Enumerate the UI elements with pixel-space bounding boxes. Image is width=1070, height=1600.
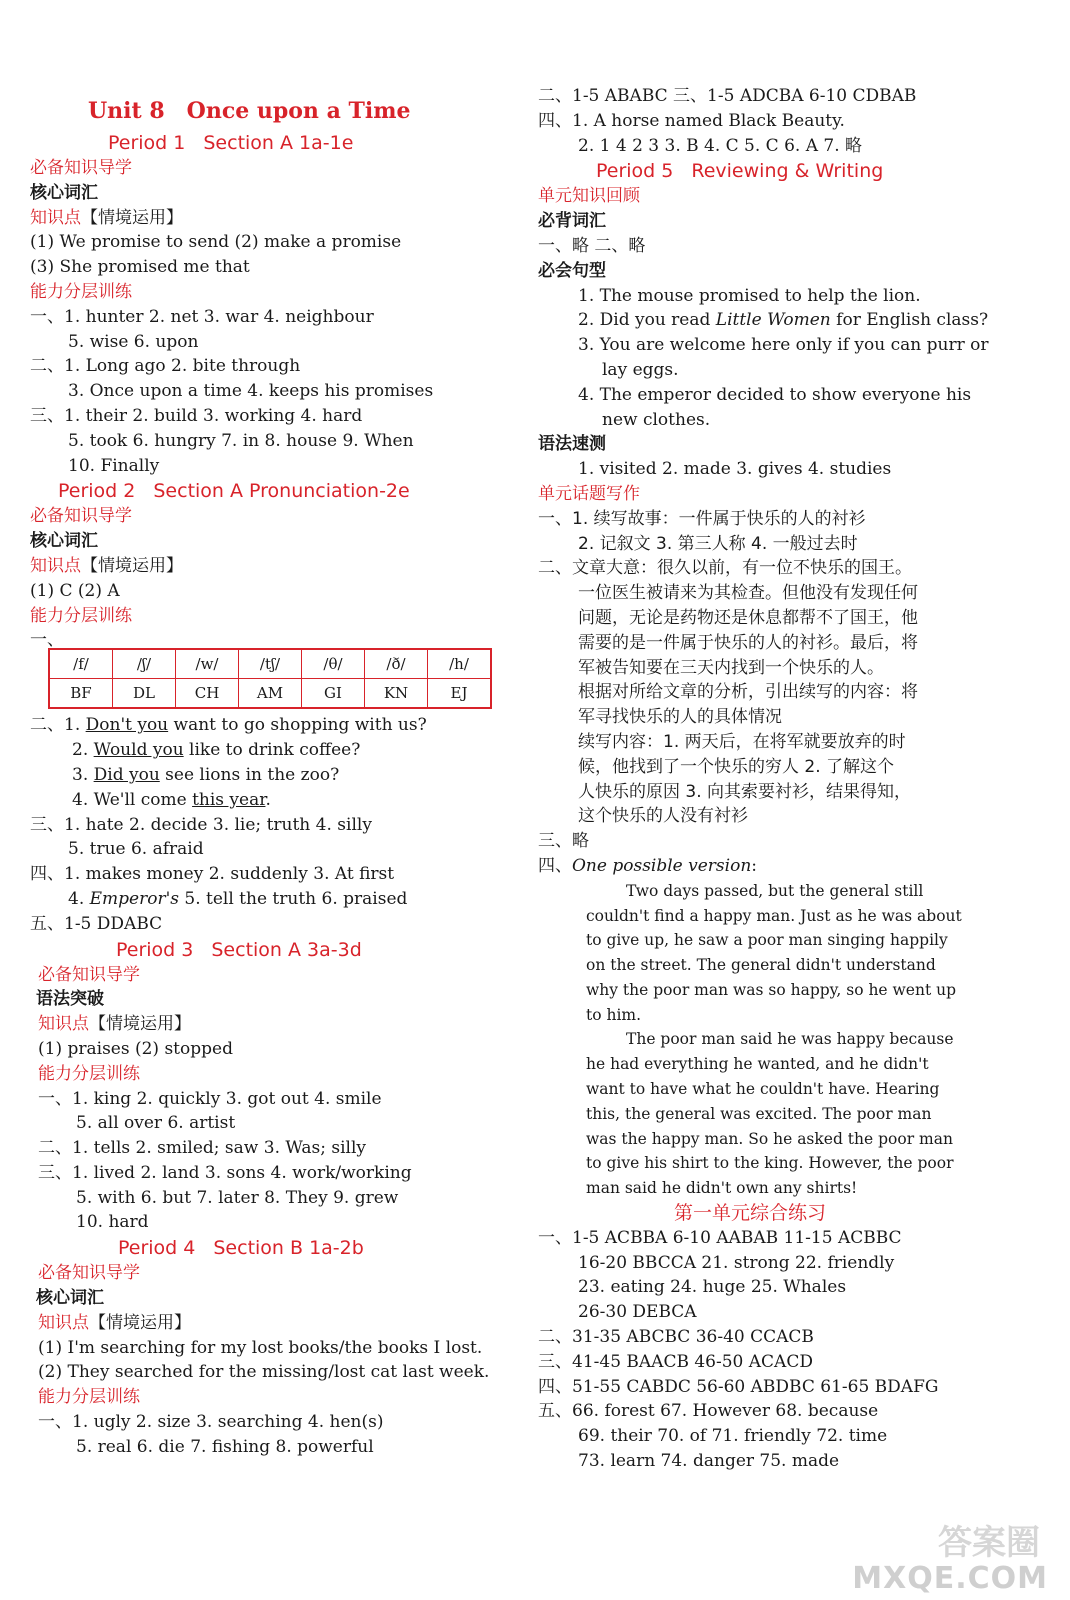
answer-line: 69. their 70. of 71. friendly 72. time xyxy=(578,1426,888,1447)
answer-line: 3. Did you see lions in the zoo? xyxy=(72,764,340,785)
answer-line: (1) C (2) A xyxy=(30,580,120,601)
answer-line: 二、1. tells 2. smiled; saw 3. Was; silly xyxy=(38,1138,366,1159)
answer-line: (3) She promised me that xyxy=(30,257,250,278)
answer-line: 五、66. forest 67. However 68. because xyxy=(538,1401,879,1422)
essay-line: man said he didn't own any shirts! xyxy=(586,1179,858,1198)
section-label: 必备知识导学 xyxy=(38,964,140,985)
answer-line: 5. with 6. but 7. later 8. They 9. grew xyxy=(76,1187,399,1208)
phonetic-symbol: /ð/ xyxy=(365,649,428,679)
section-label: 能力分层训练 xyxy=(30,281,132,302)
answer-line: 三、1. lived 2. land 3. sons 4. work/working xyxy=(38,1162,412,1183)
period-2-title: Period 2 Section A Pronunciation-2e xyxy=(58,480,410,503)
review-title: 第一单元综合练习 xyxy=(674,1202,827,1225)
answer-line: 5. real 6. die 7. fishing 8. powerful xyxy=(76,1436,374,1457)
phonetic-answer: DL xyxy=(113,679,176,709)
answer-line: 2. 记叙文 3. 第三人称 4. 一般过去时 xyxy=(578,533,858,554)
subsection-label: 语法突破 xyxy=(36,989,104,1010)
subsection-label: 核心词汇 xyxy=(36,1288,104,1309)
period-1-title: Period 1 Section A 1a-1e xyxy=(108,132,354,154)
essay-paragraph-2 xyxy=(538,1027,1026,1201)
phonetic-answer: CH xyxy=(176,679,239,709)
answer-line: (1) We promise to send (2) make a promise xyxy=(30,232,402,253)
essay-line: The poor man said he was happy because xyxy=(626,1030,954,1049)
essay-line: to give up, he saw a poor man singing happily xyxy=(586,931,948,950)
answer-line: 2. Did you read Little Women for English class? xyxy=(578,310,989,331)
section-label: 必备知识导学 xyxy=(30,506,132,527)
unit-title: Unit 8 Once upon a Time xyxy=(88,98,411,124)
essay-line: he had everything he wanted, and he didn't xyxy=(586,1055,929,1074)
answer-line: 二、1. Don't you want to go shopping with us? xyxy=(30,715,427,736)
answer-line: 四、1. A horse named Black Beauty. xyxy=(538,110,845,131)
answer-line: 10. Finally xyxy=(68,455,160,476)
essay-line: Two days passed, but the general still xyxy=(626,881,924,900)
answer-line: 一、略 二、略 xyxy=(538,235,646,256)
right-column xyxy=(538,84,1048,1474)
answer-line: 16-20 BBCCA 21. strong 22. friendly xyxy=(578,1252,895,1273)
answer-line: 5. all over 6. artist xyxy=(76,1113,236,1134)
period-4-title: Period 4 Section B 1a-2b xyxy=(118,1237,364,1260)
answer-line: 三、41-45 BAACB 46-50 ACACD xyxy=(538,1351,813,1372)
answer-line: 需要的是一件属于快乐的人的衬衫。最后，将 xyxy=(578,632,918,653)
essay-line: to him. xyxy=(586,1005,642,1024)
answer-line: 2. Would you like to drink coffee? xyxy=(72,740,361,761)
answer-line: 23. eating 24. huge 25. Whales xyxy=(578,1277,847,1298)
answer-line: 四、1. makes money 2. suddenly 3. At first xyxy=(30,864,395,885)
answer-line: (2) They searched for the missing/lost cat last week. xyxy=(38,1362,490,1383)
answer-line: 二、文章大意：很久以前，有一位不快乐的国王。 xyxy=(538,558,912,579)
knowledge-label: 知识点【情境运用】 xyxy=(30,207,183,228)
essay-line: to give his shirt to the king. However, the poor xyxy=(586,1154,954,1173)
answer-line: 人快乐的原因 3. 向其索要衬衫，结果得知， xyxy=(578,781,912,802)
answer-line: 1. visited 2. made 3. gives 4. studies xyxy=(578,459,892,480)
subsection-label: 必会句型 xyxy=(538,260,606,281)
phonetic-symbol: /h/ xyxy=(428,649,492,679)
answer-line: 一、1. ugly 2. size 3. searching 4. hen(s) xyxy=(38,1412,384,1433)
answer-line: 一、 xyxy=(30,630,64,651)
phonetic-symbol: /θ/ xyxy=(302,649,365,679)
answer-line: new clothes. xyxy=(602,409,711,430)
answer-line: 3. You are welcome here only if you can purr or xyxy=(578,335,989,356)
answer-line: 5. true 6. afraid xyxy=(68,839,204,860)
knowledge-label: 知识点【情境运用】 xyxy=(38,1014,191,1035)
essay-line: couldn't find a happy man. Just as he was about xyxy=(586,906,962,925)
answer-line: 军被告知要在三天内找到一个快乐的人。 xyxy=(578,657,884,678)
answer-line: 5. took 6. hungry 7. in 8. house 9. When xyxy=(68,430,414,451)
essay-line: why the poor man was so happy, so he went up xyxy=(586,980,957,999)
answer-line: 1. The mouse promised to help the lion. xyxy=(578,285,921,306)
answer-line: 三、1. hate 2. decide 3. lie; truth 4. silly xyxy=(30,814,372,835)
answer-line: 军寻找快乐的人的具体情况 xyxy=(578,707,782,728)
answer-line: 2. 1 4 2 3 3. B 4. C 5. C 6. A 7. 略 xyxy=(578,135,863,156)
watermark-logo: 答案圈 xyxy=(938,1523,1040,1564)
phonetic-answer: GI xyxy=(302,679,365,709)
phonetic-answer: KN xyxy=(365,679,428,709)
answer-line: 五、1-5 DDABC xyxy=(30,913,163,934)
period-5-title: Period 5 Reviewing & Writing xyxy=(596,160,884,183)
answer-line: 4. The emperor decided to show everyone his xyxy=(578,384,972,405)
answer-line: 三、1. their 2. build 3. working 4. hard xyxy=(30,405,363,426)
answer-line: 73. learn 74. danger 75. made xyxy=(578,1451,840,1472)
phonetic-answer: EJ xyxy=(428,679,492,709)
answer-line: 4. Emperor's 5. tell the truth 6. praised xyxy=(68,888,408,909)
section-label: 能力分层训练 xyxy=(38,1063,140,1084)
subsection-label: 核心词汇 xyxy=(30,182,98,203)
phonetics-table xyxy=(48,648,492,709)
phonetic-symbol: /f/ xyxy=(49,649,113,679)
essay-line: was the happy man. So he asked the poor man xyxy=(586,1129,953,1148)
phonetic-symbol: /ʃ/ xyxy=(113,649,176,679)
watermark-url: MXQE.COM xyxy=(852,1561,1048,1597)
answer-line: 5. wise 6. upon xyxy=(68,331,199,352)
subsection-label: 语法速测 xyxy=(538,434,606,455)
answer-line: 四、51-55 CABDC 56-60 ABDBC 61-65 BDAFG xyxy=(538,1376,939,1397)
answer-line: 三、略 xyxy=(538,831,589,852)
section-label: 单元话题写作 xyxy=(538,483,640,504)
phonetic-symbol: /tʃ/ xyxy=(239,649,302,679)
answer-line: 一、1. king 2. quickly 3. got out 4. smile xyxy=(38,1088,382,1109)
answer-line: 候，他找到了一个快乐的穷人 2. 了解这个 xyxy=(578,756,895,777)
answer-line: 二、1-5 ABABC 三、1-5 ADCBA 6-10 CDBAB xyxy=(538,86,917,106)
answer-line: 二、31-35 ABCBC 36-40 CCACB xyxy=(538,1327,814,1348)
phonetics-header-row xyxy=(49,649,491,679)
section-label: 能力分层训练 xyxy=(38,1387,140,1408)
answer-line: (1) I'm searching for my lost books/the books I lost. xyxy=(38,1337,483,1358)
section-label: 能力分层训练 xyxy=(30,605,132,626)
left-column xyxy=(30,0,500,1460)
essay-line: this, the general was excited. The poor man xyxy=(586,1104,932,1123)
knowledge-label: 知识点【情境运用】 xyxy=(38,1312,191,1333)
answer-line: 二、1. Long ago 2. bite through xyxy=(30,356,301,377)
answer-line: 4. We'll come this year. xyxy=(72,789,271,810)
section-label: 必备知识导学 xyxy=(30,158,132,178)
answer-line: 这个快乐的人没有衬衫 xyxy=(578,806,748,827)
knowledge-label: 知识点【情境运用】 xyxy=(30,555,183,576)
answer-line: 四、One possible version: xyxy=(538,855,758,876)
answer-line: 一、1-5 ACBBA 6-10 AABAB 11-15 ACBBC xyxy=(538,1227,902,1248)
subsection-label: 核心词汇 xyxy=(30,531,98,552)
essay-paragraph-1 xyxy=(538,879,1026,1028)
phonetic-symbol: /w/ xyxy=(176,649,239,679)
phonetic-answer: BF xyxy=(49,679,113,709)
answer-line: (1) praises (2) stopped xyxy=(38,1038,233,1059)
section-label: 单元知识回顾 xyxy=(538,186,640,207)
answer-line: 根据对所给文章的分析，引出续写的内容：将 xyxy=(578,682,918,703)
answer-line: 3. Once upon a time 4. keeps his promises xyxy=(68,381,434,402)
phonetic-answer: AM xyxy=(239,679,302,709)
essay-line: on the street. The general didn't understand xyxy=(586,956,936,975)
answer-line: 一位医生被请来为其检查。但他没有发现任何 xyxy=(578,583,918,604)
answer-line: 一、1. hunter 2. net 3. war 4. neighbour xyxy=(30,306,374,327)
answer-line: lay eggs. xyxy=(602,359,679,380)
essay-line: want to have what he couldn't have. Hearing xyxy=(586,1080,940,1099)
answer-line: 26-30 DEBCA xyxy=(578,1302,697,1323)
subsection-label: 必背词汇 xyxy=(538,211,606,232)
answer-line: 一、1. 续写故事：一件属于快乐的人的衬衫 xyxy=(538,508,866,529)
phonetics-answer-row xyxy=(49,679,491,709)
answer-line: 问题，无论是药物还是休息都帮不了国王，他 xyxy=(578,607,918,628)
answer-line: 10. hard xyxy=(76,1212,149,1233)
period-3-title: Period 3 Section A 3a-3d xyxy=(116,938,362,961)
section-label: 必备知识导学 xyxy=(38,1263,140,1284)
answer-line: 续写内容：1. 两天后，在将军就要放弃的时 xyxy=(578,731,906,752)
